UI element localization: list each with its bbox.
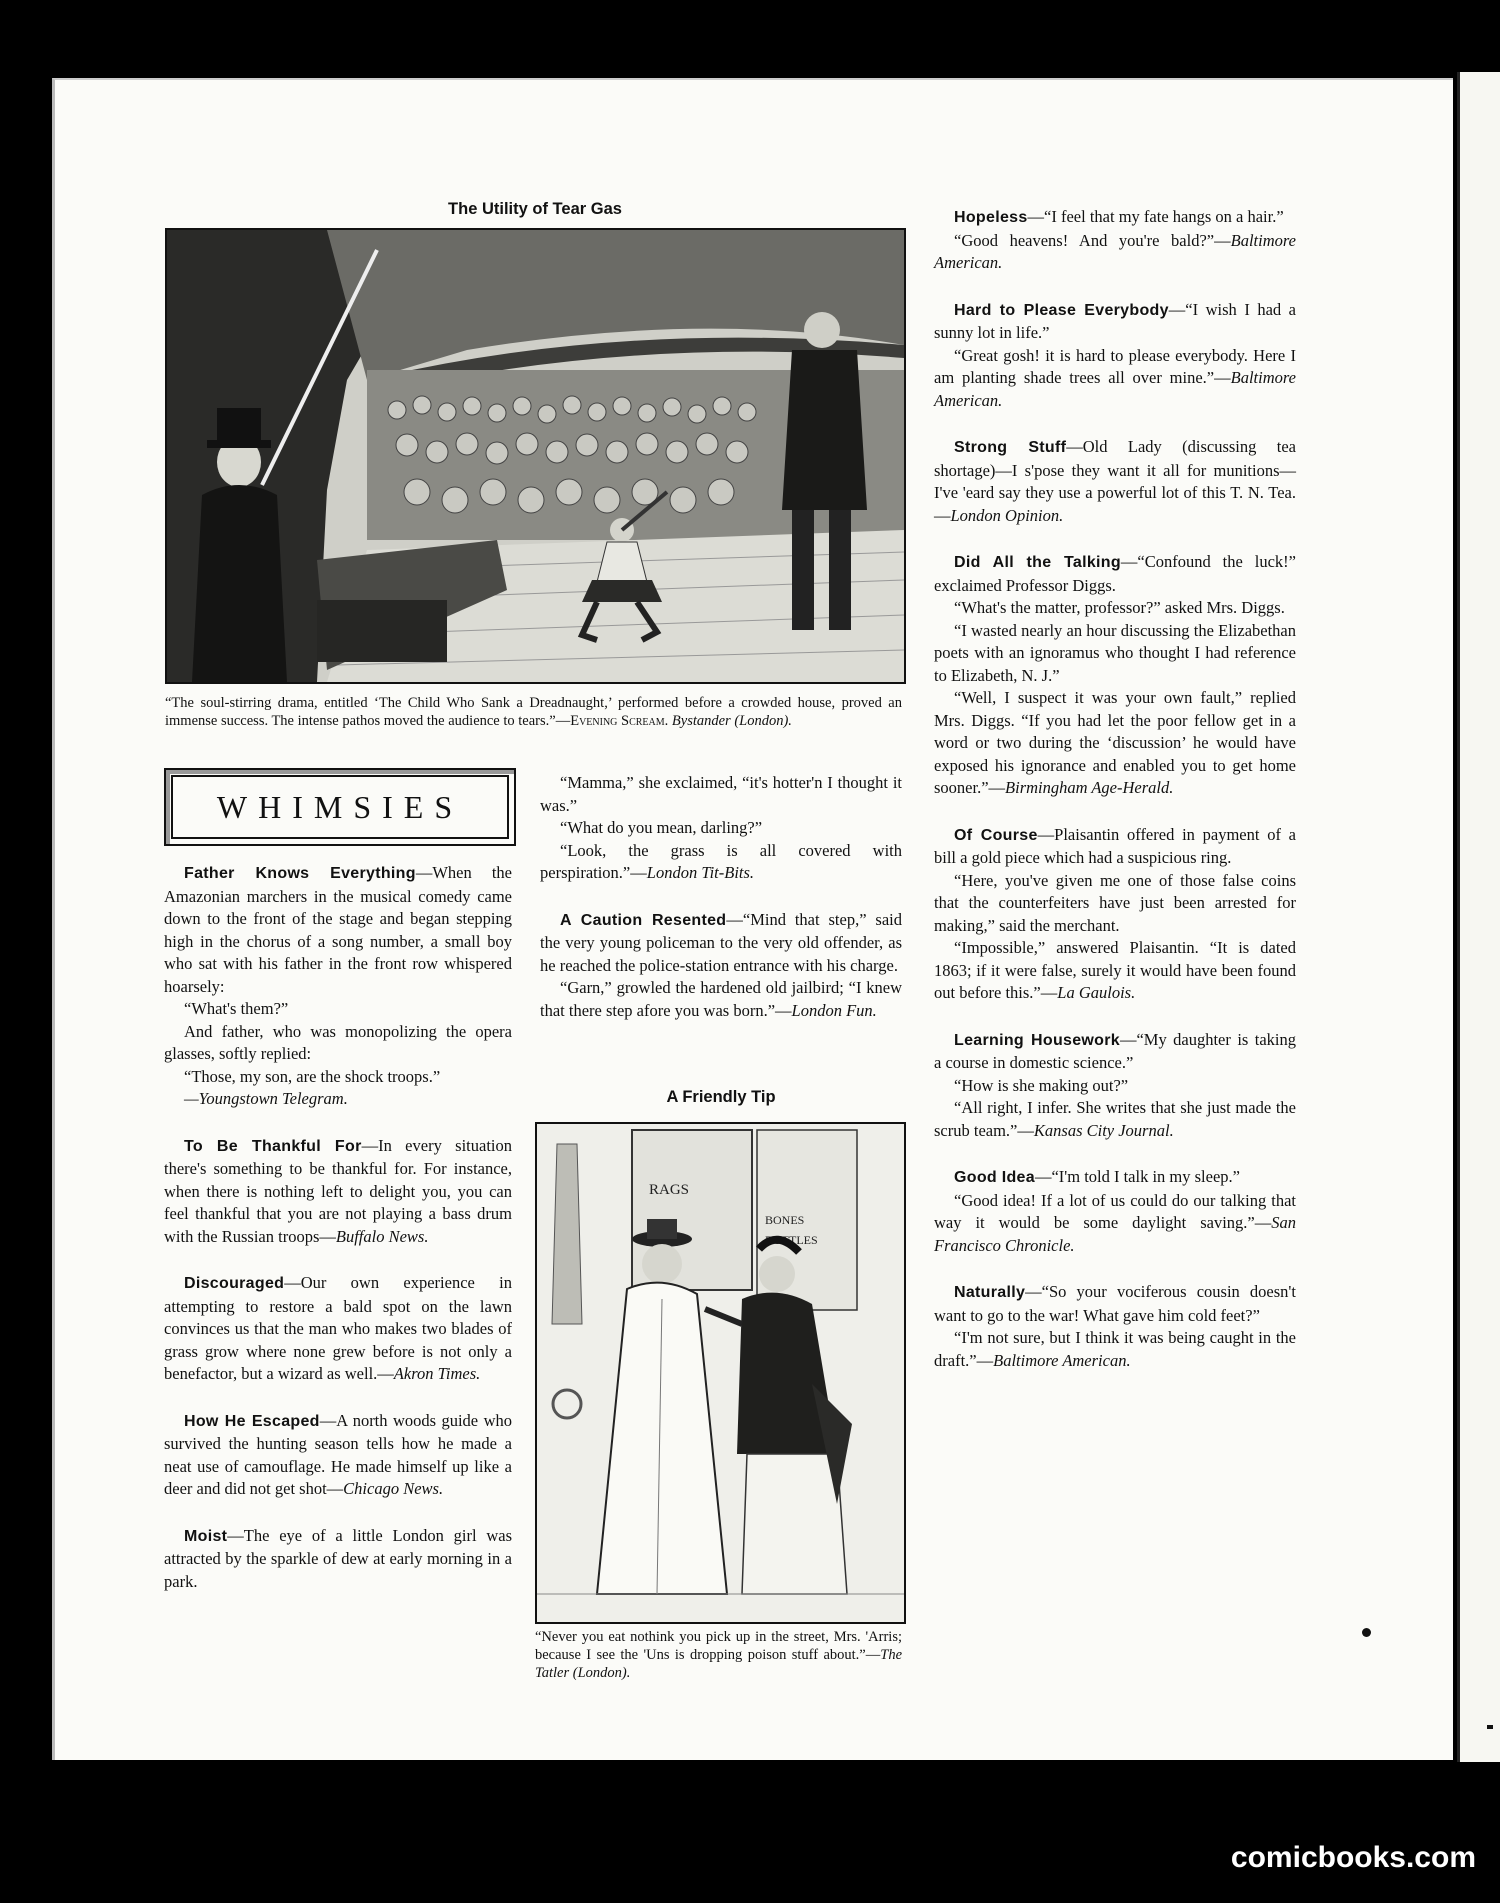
article-paragraph — [540, 977, 902, 1022]
paragraph-gap — [164, 1248, 512, 1272]
article-paragraph — [934, 345, 1296, 413]
article-text: —Old Lady (discussing tea shortage)—I s'pose they want it all for munitions—I've 'eard say they use a powerful lot of this T. N. Tea.— — [934, 437, 1296, 525]
site-watermark: comicbooks.com — [1230, 1841, 1476, 1874]
article-heading: How He Escaped — [184, 1412, 320, 1430]
article-paragraph-headed — [934, 436, 1296, 527]
article-text: “I'm not sure, but I think it was being caught in the draft.”— — [934, 1328, 1296, 1370]
article-text: —The eye of a little London girl was attracted by the sparkle of dew at early morning in a park. — [164, 1525, 512, 1591]
article-text: “What's them?” — [184, 999, 289, 1018]
article-text: “Good idea! If a lot of us could do our talking that way it would be some daylight saving.”— — [934, 1190, 1296, 1232]
article-source: London Opinion. — [950, 505, 1064, 525]
adjacent-page-edge — [1457, 72, 1500, 1762]
article-source: La Gaulois. — [1057, 983, 1136, 1002]
sign-bones: BONES — [765, 1213, 805, 1227]
article-text: “What's the matter, professor?” asked Mrs. Diggs. — [954, 598, 1285, 617]
article-source: London Tit-Bits. — [646, 863, 755, 882]
whimsies-title-box — [164, 768, 516, 846]
article-text: “Impossible,” answered Plaisantin. “It is dated 1863; if it were false, surely it would have been found out before this.”— — [934, 938, 1296, 1002]
article-heading: Hopeless — [954, 209, 1028, 226]
article-text: “Those, my son, are the shock troops.” — [184, 1066, 441, 1086]
article-text: —“I wish I had a sunny lot in life.” — [934, 299, 1296, 342]
paragraph-gap — [934, 527, 1296, 551]
article-paragraph — [934, 1327, 1296, 1372]
article-paragraph-headed — [934, 551, 1296, 597]
article-paragraph — [934, 1075, 1296, 1098]
paragraph-gap — [934, 1257, 1296, 1281]
article-paragraph — [540, 817, 902, 840]
article-text: —“I feel that my fate hangs on a hair.” — [1027, 207, 1284, 226]
article-source: London Fun. — [791, 1000, 877, 1020]
article-text: —“Mind that step,” said the very young policeman to the very old offender, as he reached the police-station entrance with his charge. — [540, 909, 902, 975]
sign-bottles: BOTTLES — [765, 1233, 818, 1247]
tear-gas-cartoon — [165, 228, 906, 684]
article-paragraph-headed — [934, 824, 1296, 870]
article-source: —Youngstown Telegram. — [184, 1089, 348, 1108]
article-paragraph — [540, 772, 902, 817]
article-text: —“I'm told I talk in my sleep.” — [1034, 1167, 1240, 1186]
article-paragraph-headed — [934, 1166, 1296, 1190]
article-heading: A Caution Resented — [560, 911, 727, 929]
article-paragraph — [934, 1190, 1296, 1258]
article-paragraph-headed — [164, 1525, 512, 1594]
whimsies-title: WHIMSIES — [216, 788, 464, 825]
friendly-tip-cartoon — [535, 1122, 906, 1624]
article-paragraph-headed — [164, 1410, 512, 1501]
article-source: San Francisco Chronicle. — [934, 1213, 1296, 1255]
article-text: —Our own experience in attempting to restore a bald spot on the lawn convinces us that the man who makes two blades of grass grow where none grew before is not only a benefactor, but a wizard as well.— — [164, 1273, 512, 1383]
article-text: —In every situation there's something to be thankful for. For instance, when there is nothing left to delight you, you can feel thankful that you are not playing a bass drum with the Russian troops— — [164, 1135, 512, 1246]
article-heading: Naturally — [954, 1284, 1026, 1301]
paragraph-gap — [164, 1111, 512, 1135]
article-paragraph — [164, 1088, 512, 1111]
article-source: Baltimore American. — [934, 230, 1296, 272]
paragraph-gap — [934, 1005, 1296, 1029]
article-paragraph — [934, 1097, 1296, 1142]
article-text: —“Confound the luck!” exclaimed Professor Diggs. — [934, 552, 1296, 595]
article-paragraph-headed — [164, 1272, 512, 1386]
tip-caption-text: “Never you eat nothink you pick up in the street, Mrs. 'Arris; because I see the 'Uns is dropping poison stuff about.”— — [535, 1629, 902, 1663]
tip-caption-source: The Tatler (London). — [535, 1647, 902, 1681]
sign-rags: RAGS — [649, 1182, 690, 1198]
article-text: —When the Amazonian marchers in the musical comedy came down to the front of the stage and began stepping high in the chorus of a song number, a small boy who sat with his father in the front row whispered hoarsely: — [164, 863, 512, 996]
column-2 — [540, 772, 902, 1022]
article-text: “Great gosh! it is hard to please everybody. Here I am planting shade trees all over mine.”— — [934, 345, 1296, 387]
article-heading: Good Idea — [954, 1169, 1035, 1186]
paragraph-gap — [934, 1142, 1296, 1166]
article-text: —“My daughter is taking a course in domestic science.” — [934, 1029, 1296, 1072]
street-illustration — [537, 1124, 904, 1622]
column-3 — [934, 206, 1296, 1372]
article-paragraph — [164, 998, 512, 1021]
caption-source: Evening Scream. — [570, 713, 669, 729]
friendly-tip-caption — [535, 1628, 902, 1682]
paragraph-gap — [934, 275, 1296, 299]
article-paragraph — [934, 687, 1296, 800]
article-text: “Garn,” growled the hardened old jailbird; “I knew that there step afore you was born.”— — [540, 978, 902, 1020]
caption-credit: Bystander (London). — [671, 713, 792, 729]
paragraph-gap — [164, 1501, 512, 1525]
article-text: “Good heavens! And you're bald?”— — [954, 230, 1231, 250]
article-heading: To Be Thankful For — [184, 1137, 362, 1155]
page-mark — [1487, 1725, 1493, 1729]
article-heading: Of Course — [954, 826, 1038, 844]
article-paragraph-headed — [540, 909, 902, 978]
article-heading: Did All the Talking — [954, 554, 1121, 571]
article-paragraph — [934, 937, 1296, 1005]
article-source: Birmingham Age-Herald. — [1005, 778, 1174, 797]
article-paragraph-headed — [164, 1135, 512, 1249]
article-text: —“So your vociferous cousin doesn't want to go to the war! What gave him cold feet?” — [934, 1282, 1296, 1325]
article-paragraph-headed — [164, 862, 512, 998]
article-text: “I wasted nearly an hour discussing the Elizabethan poets with an ignoramus who thought I had reference to Elizabeth, N. J.” — [934, 620, 1296, 685]
article-heading: Discouraged — [184, 1275, 285, 1292]
article-paragraph — [540, 840, 902, 885]
article-heading: Moist — [184, 1527, 228, 1545]
article-text: “What do you mean, darling?” — [560, 818, 763, 837]
article-text: “Mamma,” she exclaimed, “it's hotter'n I thought it was.” — [540, 773, 902, 815]
article-paragraph — [164, 1021, 512, 1066]
article-paragraph — [934, 620, 1296, 688]
page-dot — [1362, 1628, 1371, 1637]
article-paragraph-headed — [934, 1029, 1296, 1075]
column-1 — [164, 862, 512, 1593]
article-paragraph-headed — [934, 1281, 1296, 1327]
article-heading: Strong Stuff — [954, 439, 1067, 456]
friendly-tip-title: A Friendly Tip — [666, 1088, 776, 1106]
article-source: Baltimore American. — [934, 368, 1296, 410]
article-text: —A north woods guide who survived the hunting season tells how he made a neat use of camouflage. He made himself up like a deer and did not get shot— — [164, 1410, 512, 1498]
article-paragraph — [164, 1066, 512, 1089]
article-text: —Plaisantin offered in payment of a bill a gold piece which had a suspicious ring. — [934, 824, 1297, 867]
paragraph-gap — [934, 412, 1296, 436]
article-text: “Look, the grass is all covered with perspiration.”— — [540, 840, 902, 882]
tear-gas-caption — [165, 694, 902, 730]
caption-main: “The soul-stirring drama, entitled ‘The Child Who Sank a Dreadnaught,’ performed before a crowded house, proved an immense success. The intense pathos moved the audience to tears.”— — [165, 695, 902, 729]
article-text: “All right, I infer. She writes that she just made the scrub team.”— — [934, 1098, 1296, 1140]
article-text: “Well, I suspect it was your own fault,” replied Mrs. Diggs. “If you had let the poor fellow get in a word or two during the ‘discussion’ he would have exposed his ignorance and enabled you to get home sooner.”— — [934, 688, 1296, 797]
paragraph-gap — [164, 1386, 512, 1410]
tear-gas-title: The Utility of Tear Gas — [448, 200, 622, 218]
article-heading: Learning Housework — [954, 1031, 1120, 1049]
paragraph-gap — [934, 800, 1296, 824]
article-paragraph — [934, 230, 1296, 275]
article-source: Kansas City Journal. — [1033, 1120, 1174, 1140]
paragraph-gap — [540, 885, 902, 909]
theater-illustration — [167, 230, 904, 682]
article-paragraph-headed — [934, 206, 1296, 230]
article-source: Buffalo News. — [335, 1226, 429, 1246]
article-source: Baltimore American. — [993, 1350, 1131, 1370]
article-paragraph — [934, 597, 1296, 620]
article-text: And father, who was monopolizing the opera glasses, softly replied: — [164, 1021, 512, 1063]
article-heading: Father Knows Everything — [184, 865, 416, 882]
article-source: Akron Times. — [393, 1364, 481, 1383]
article-heading: Hard to Please Everybody — [954, 301, 1169, 319]
article-paragraph — [934, 870, 1296, 938]
article-source: Chicago News. — [343, 1479, 444, 1498]
article-text: “Here, you've given me one of those false coins that the counterfeiters have just been arrested for making,” said the merchant. — [934, 870, 1296, 935]
article-paragraph-headed — [934, 299, 1296, 345]
article-text: “How is she making out?” — [954, 1075, 1129, 1095]
